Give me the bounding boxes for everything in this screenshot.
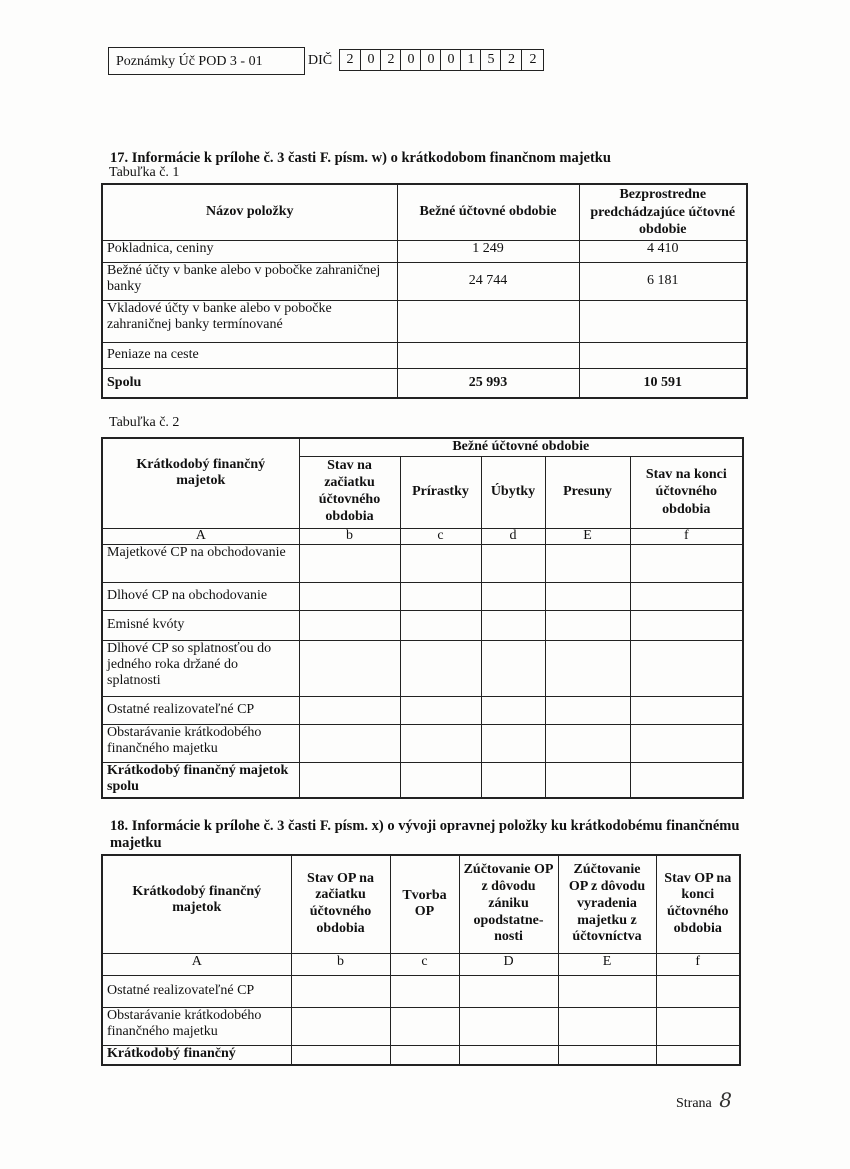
table-row [102, 640, 743, 696]
row-label: Krátkodobý finančný [102, 1045, 291, 1065]
row-label: Obstarávanie krátkodobého finančného majetku [102, 724, 299, 762]
row-label: Ostatné realizovateľné CP [102, 696, 299, 724]
dic-digit-boxes [339, 49, 544, 71]
notes-code-label: Poznámky Úč POD 3 - 01 [116, 54, 263, 69]
table-1-caption: Tabuľka č. 1 [109, 165, 180, 180]
row-current-value [397, 300, 579, 342]
table-3-col-header: Tvorba OP [390, 855, 459, 953]
row-label: Spolu [102, 368, 397, 398]
table-row [102, 696, 743, 724]
row-current-value: 24 744 [397, 262, 579, 300]
table-2-col-letter: E [545, 528, 630, 544]
table-row [102, 610, 743, 640]
row-current-value: 1 249 [397, 240, 579, 262]
row-label: Pokladnica, ceniny [102, 240, 397, 262]
table-row [102, 240, 747, 262]
table-2-col-letter: c [400, 528, 481, 544]
table-2-col-header: Presuny [545, 456, 630, 528]
table-3-col-header: Zúčtovanie OP z dôvodu vyradenia majetku z účtovníctva [558, 855, 656, 953]
row-current-value [397, 342, 579, 368]
table-3-col-header: Stav OP na začiatku účtovného obdobia [291, 855, 390, 953]
row-current-value: 25 993 [397, 368, 579, 398]
section-17-title: 17. Informácie k prílohe č. 3 časti F. písm. w) o krátkodobom finančnom majetku [110, 150, 611, 166]
row-label: Bežné účty v banke alebo v pobočke zahraničnej banky [102, 262, 397, 300]
table-row [102, 582, 743, 610]
table-3-col-header: Zúčtovanie OP z dôvodu zániku opodstatne-nosti [459, 855, 558, 953]
row-label: Obstarávanie krátkodobého finančného majetku [102, 1007, 291, 1045]
row-label: Peniaze na ceste [102, 342, 397, 368]
dic-digit: 5 [480, 50, 501, 70]
section-18-title: 18. Informácie k prílohe č. 3 časti F. písm. x) o vývoji opravnej položky ku krátkodobému finančnému majetku [110, 818, 740, 851]
table-3-header-item-label: Krátkodobý finančný majetok [132, 884, 262, 915]
table-row [102, 724, 743, 762]
table-1 [101, 183, 748, 399]
dic-digit: 0 [420, 50, 441, 70]
row-previous-value [579, 342, 747, 368]
table-row-total [102, 1045, 740, 1065]
dic-digit: 2 [500, 50, 522, 70]
table-3 [101, 854, 741, 1066]
table-1-header-previous: Bezprostredne predchádzajúce účtovné obdobie [579, 184, 747, 240]
page-label: Strana [676, 1096, 712, 1111]
table-3-header-item [102, 855, 291, 953]
table-2-col-letter: f [630, 528, 743, 544]
row-previous-value: 4 410 [579, 240, 747, 262]
row-previous-value: 6 181 [579, 262, 747, 300]
table-row [102, 262, 747, 300]
table-row [102, 975, 740, 1007]
table-2-col-header: Úbytky [481, 456, 545, 528]
table-1-header-name: Názov položky [102, 184, 397, 240]
dic-digit: 2 [380, 50, 401, 70]
dic-digit: 0 [360, 50, 381, 70]
table-3-col-letter: A [102, 953, 291, 975]
row-label: Emisné kvóty [102, 610, 299, 640]
table-2-caption: Tabuľka č. 2 [109, 415, 180, 430]
notes-code-box [108, 47, 305, 75]
table-2-group-header: Bežné účtovné obdobie [299, 438, 743, 456]
table-3-col-header: Stav OP na konci účtovného obdobia [656, 855, 740, 953]
table-3-col-letter: E [558, 953, 656, 975]
table-2-header-item [102, 438, 299, 528]
table-row [102, 544, 743, 582]
row-label: Vkladové účty v banke alebo v pobočke zahraničnej banky termínované [102, 300, 397, 342]
table-2-col-header: Prírastky [400, 456, 481, 528]
table-row-total [102, 762, 743, 798]
table-row [102, 342, 747, 368]
table-2-col-header: Stav na konci účtovného obdobia [630, 456, 743, 528]
dic-digit: 0 [400, 50, 421, 70]
dic-digit: 2 [521, 50, 544, 70]
dic-digit: 0 [440, 50, 461, 70]
table-1-header-current: Bežné účtovné obdobie [397, 184, 579, 240]
table-2 [101, 437, 744, 799]
table-row [102, 1007, 740, 1045]
table-2-col-letter: d [481, 528, 545, 544]
page-number: 8 [719, 1088, 732, 1112]
row-previous-value [579, 300, 747, 342]
row-label: Dlhové CP so splatnosťou do jedného roka držané do splatnosti [102, 640, 299, 696]
dic-digit: 1 [460, 50, 481, 70]
table-2-col-header: Stav na začiatku účtovného obdobia [299, 456, 400, 528]
row-label: Majetkové CP na obchodovanie [102, 544, 299, 582]
table-2-header-item-label: Krátkodobý finančný majetok [136, 457, 266, 488]
row-previous-value: 10 591 [579, 368, 747, 398]
table-3-col-letter: b [291, 953, 390, 975]
table-2-col-letter: A [102, 528, 299, 544]
table-3-col-letter: D [459, 953, 558, 975]
table-3-col-letter: c [390, 953, 459, 975]
dic-digit: 2 [346, 52, 354, 67]
page-number-footer [676, 1088, 732, 1112]
dic-label: DIČ [308, 53, 333, 68]
row-label: Krátkodobý finančný majetok spolu [102, 762, 299, 798]
table-row-total [102, 368, 747, 398]
row-label: Dlhové CP na obchodovanie [102, 582, 299, 610]
table-2-col-letter: b [299, 528, 400, 544]
row-label: Ostatné realizovateľné CP [102, 975, 291, 1007]
table-3-col-letter: f [656, 953, 740, 975]
table-row [102, 300, 747, 342]
